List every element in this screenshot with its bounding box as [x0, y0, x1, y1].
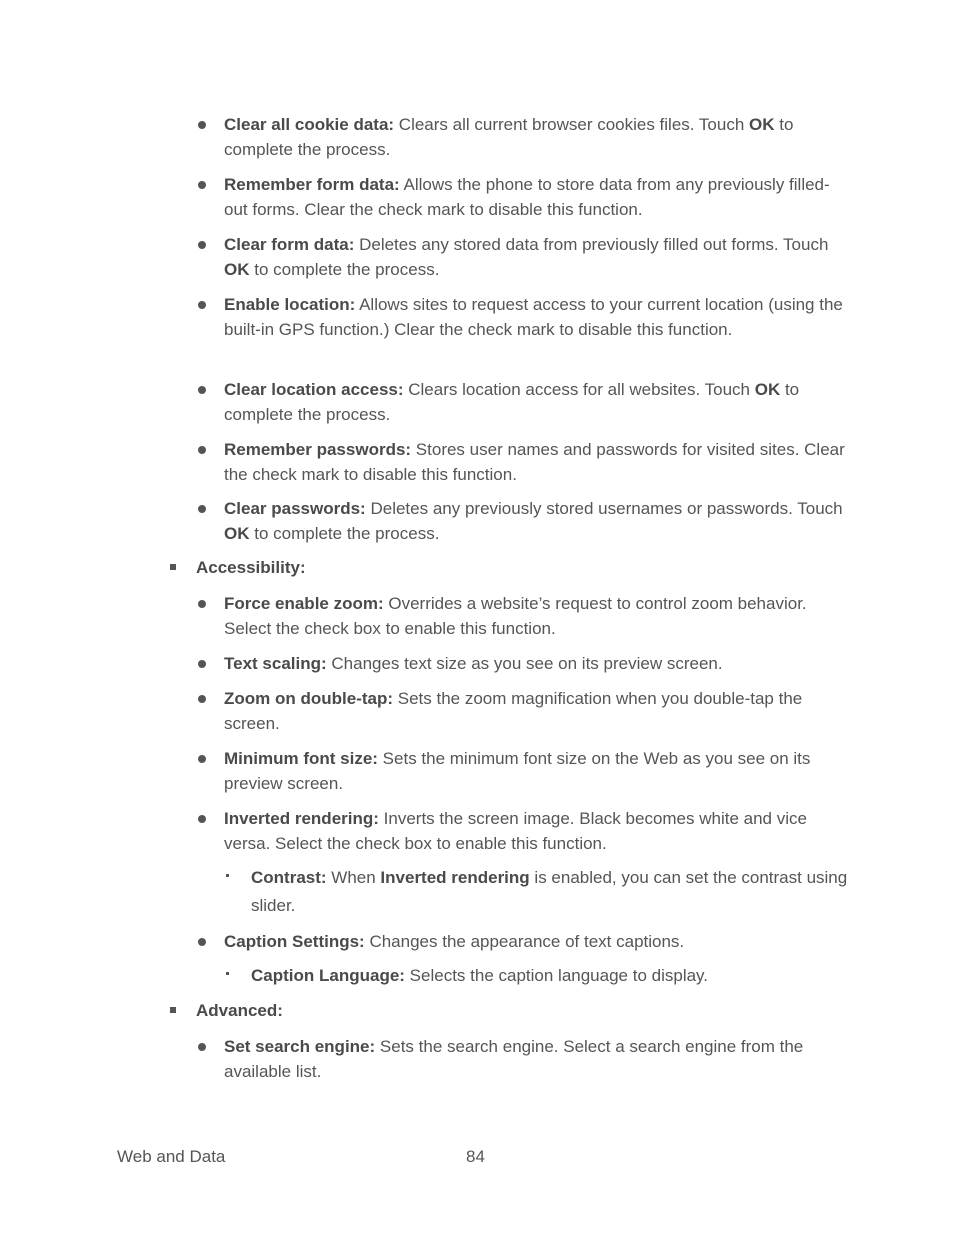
- item-term: Zoom on double-tap:: [224, 689, 394, 708]
- item-term: Inverted rendering:: [224, 809, 379, 828]
- bullet-icon: [198, 446, 206, 454]
- item-term: Caption Settings:: [224, 932, 365, 951]
- page-number: 84: [466, 1147, 485, 1166]
- sub-list-item: Contrast: When Inverted rendering is enabled, you can set the contrast using slider.: [251, 864, 851, 920]
- list-item: Remember passwords: Stores user names and passwords for visited sites. Clear the check mark to disable this function.: [224, 438, 849, 487]
- bullet-icon: [198, 815, 206, 823]
- list-item: Zoom on double-tap: Sets the zoom magnification when you double-tap the screen.: [224, 687, 849, 736]
- item-term: Clear form data:: [224, 235, 355, 254]
- item-term: Minimum font size:: [224, 749, 378, 768]
- item-term: Clear all cookie data:: [224, 115, 395, 134]
- list-item: Caption Settings: Changes the appearance of text captions.: [224, 930, 849, 955]
- sub-list-item: Caption Language: Selects the caption language to display.: [251, 964, 851, 989]
- bullet-icon: [198, 1043, 206, 1051]
- item-term: Remember passwords:: [224, 440, 412, 459]
- bullet-icon: [198, 505, 206, 513]
- list-item: Clear passwords: Deletes any previously stored usernames or passwords. Touch OK to complete the process.: [224, 497, 849, 546]
- bullet-icon: [198, 600, 206, 608]
- bullet-icon: [198, 755, 206, 763]
- list-item: Clear location access: Clears location access for all websites. Touch OK to complete the process.: [224, 378, 849, 427]
- square-bullet-icon: [170, 564, 176, 570]
- item-term: Contrast:: [251, 868, 327, 887]
- section-heading-advanced: [196, 999, 836, 1024]
- section-title: Advanced:: [196, 1001, 283, 1020]
- list-item: Enable location: Allows sites to request access to your current location (using the built-in GPS function.) Clear the check mark to disable this function.: [224, 293, 849, 342]
- item-term: Clear location access:: [224, 380, 404, 399]
- item-term: Force enable zoom:: [224, 594, 384, 613]
- list-item: Text scaling: Changes text size as you see on its preview screen.: [224, 652, 849, 677]
- list-item: Force enable zoom: Overrides a website’s request to control zoom behavior. Select the check box to enable this function.: [224, 592, 849, 641]
- item-term: Text scaling:: [224, 654, 327, 673]
- bullet-icon: [198, 938, 206, 946]
- item-term: Clear passwords:: [224, 499, 366, 518]
- section-heading-accessibility: [196, 556, 836, 581]
- item-term: Remember form data:: [224, 175, 400, 194]
- small-square-bullet-icon: [226, 972, 229, 975]
- list-item: Minimum font size: Sets the minimum font size on the Web as you see on its preview screen.: [224, 747, 849, 796]
- section-title: Accessibility:: [196, 558, 306, 577]
- list-item: Inverted rendering: Inverts the screen image. Black becomes white and vice versa. Select the check box to enable this function.: [224, 807, 849, 856]
- list-item: Clear form data: Deletes any stored data from previously filled out forms. Touch OK to complete the process.: [224, 233, 849, 282]
- list-item: Remember form data: Allows the phone to store data from any previously filled-out forms. Clear the check mark to disable this function.: [224, 173, 849, 222]
- bullet-icon: [198, 121, 206, 129]
- list-item: Set search engine: Sets the search engine. Select a search engine from the available list.: [224, 1035, 849, 1084]
- list-item: Clear all cookie data: Clears all current browser cookies files. Touch OK to complete the process.: [224, 113, 849, 162]
- bullet-icon: [198, 660, 206, 668]
- item-term: Enable location:: [224, 295, 356, 314]
- bullet-icon: [198, 181, 206, 189]
- footer-section-title: Web and Data: [117, 1147, 226, 1166]
- bullet-icon: [198, 301, 206, 309]
- item-term: Set search engine:: [224, 1037, 376, 1056]
- small-square-bullet-icon: [226, 874, 229, 877]
- bullet-icon: [198, 695, 206, 703]
- item-term: Caption Language:: [251, 966, 405, 985]
- bullet-icon: [198, 386, 206, 394]
- square-bullet-icon: [170, 1007, 176, 1013]
- bullet-icon: [198, 241, 206, 249]
